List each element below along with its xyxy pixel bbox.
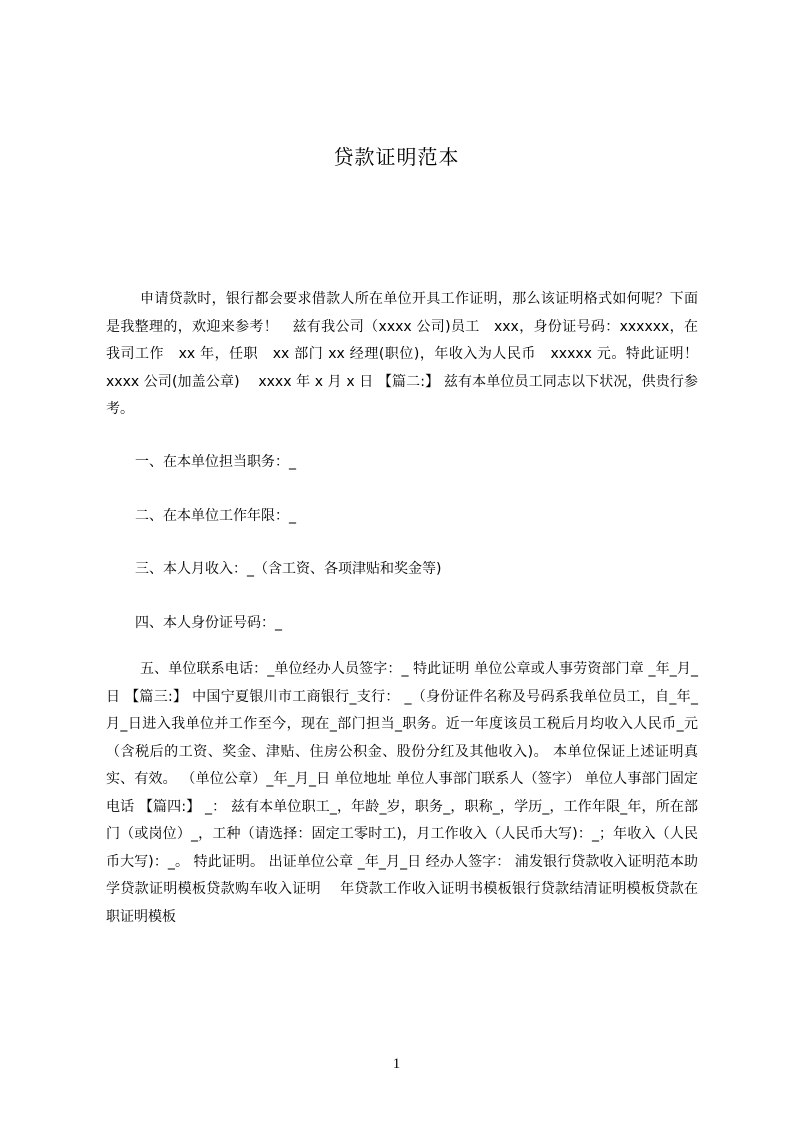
page-title: 贷款证明范本	[333, 145, 460, 169]
page-number: 1	[392, 1056, 401, 1072]
list-item-years: 二、在本单位工作年限：_	[135, 508, 296, 524]
list-item-id-number: 四、本人身份证号码：_	[135, 615, 282, 631]
list-item-income: 三、本人月收入：_（含工资、各项津贴和奖金等)	[135, 561, 442, 577]
contact-paragraph: 五、单位联系电话：_单位经办人员签字：_ 特此证明 单位公章或人事劳资部门章 _年_月_日 【篇三:】 中国宁夏银川市工商银行_支行： _（身份证件名称及号码系我单位员工，自_年_月_日进入我单位并工作至今，现在_部门担当_职务。近一年度该员工税后月均收入人民币_元（含税后的工资、奖金、津贴、住房公积金、股份分红及其他收入)。 本单位保证上述证明真实、有效。 （单位公章）_年_月_日 单位地址 单位人事部门联系人（签字） 单位人事部门固定电话 【篇四:】 _： 兹有本单位职工_，年龄_岁，职务_，职称_，学历_，工作年限_年，所在部门（或岗位）_，工种（请选择：固定工零时工)，月工作收入（人民币大写)：_；年收入（人民币大写)：_。 特此证明。 出证单位公章 _年_月_日 经办人签字： 浦发银行贷款收入证明范本助学贷款证明模板贷款购车收入证明 年贷款工作收入证明书模板银行贷款结清证明模板贷款在职证明模板	[106, 661, 698, 925]
intro-paragraph: 申请贷款时，银行都会要求借款人所在单位开具工作证明，那么该证明格式如何呢？下面是我整理的，欢迎来参考！ 兹有我公司（xxxx 公司)员工 xxx，身份证号码：xxxxxx，在我司工作 xx 年，任职 xx 部门 xx 经理(职位)，年收入为人民币 xxxxx 元。特此证明！ xxxx 公司(加盖公章) xxxx 年 x 月 x 日 【篇二:】 兹有本单位员工同志以下状况，供贵行参考。	[106, 291, 717, 417]
list-item-position: 一、在本单位担当职务：_	[135, 454, 296, 470]
